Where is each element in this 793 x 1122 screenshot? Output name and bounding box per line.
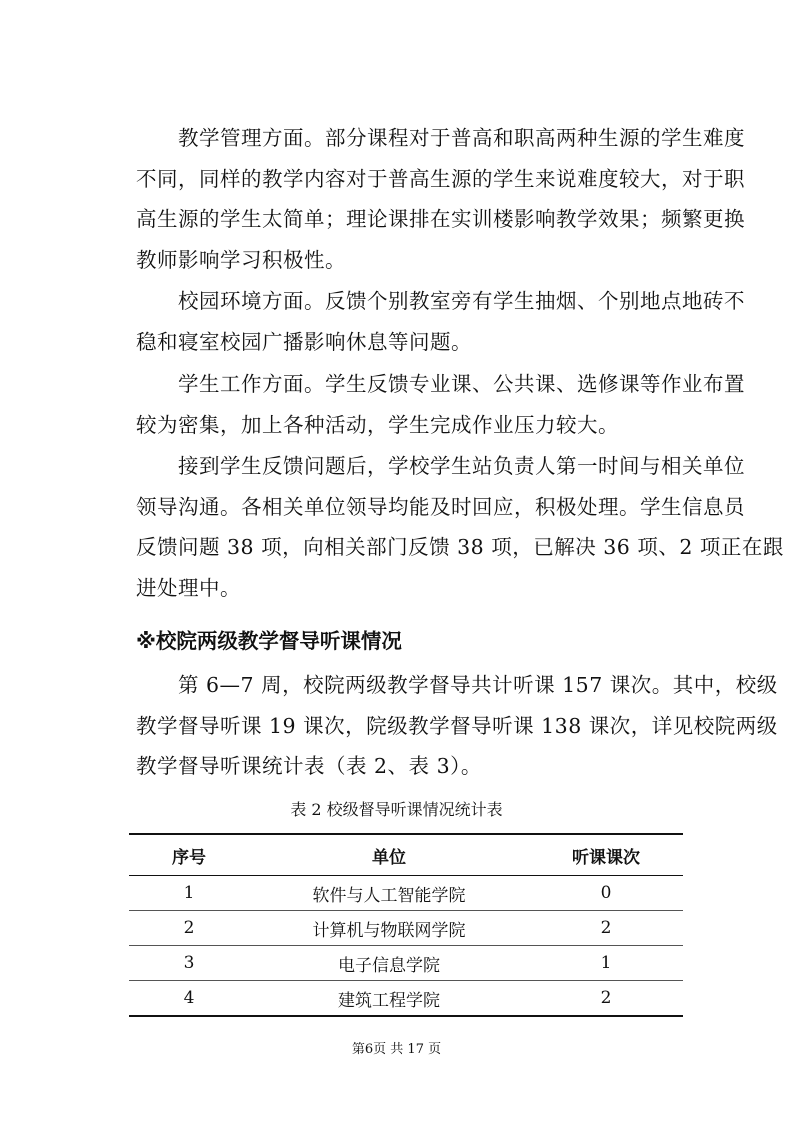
table-header-row xyxy=(129,834,683,876)
cell-index: 3 xyxy=(183,953,195,973)
table-row xyxy=(129,876,683,911)
text-line: 高生源的学生太简单；理论课排在实训楼影响教学效果；频繁更换 xyxy=(136,207,745,231)
text-line: 教学管理方面。部分课程对于普高和职高两种生源的学生难度 xyxy=(136,126,745,150)
paragraph-teaching-management xyxy=(136,118,745,280)
text-line: 接到学生反馈问题后，学校学生站负责人第一时间与相关单位 xyxy=(136,454,745,478)
cell-unit: 建筑工程学院 xyxy=(338,990,440,1011)
cell-index: 4 xyxy=(183,988,195,1008)
cell-unit: 软件与人工智能学院 xyxy=(312,885,466,906)
paragraph-campus-environment xyxy=(136,281,745,362)
table-row xyxy=(129,981,683,1017)
cell-unit: 电子信息学院 xyxy=(338,955,440,976)
text-line: 教学督导听课 19 课次，院级教学督导听课 138 课次，详见校院两级 xyxy=(136,713,778,738)
cell-count: 0 xyxy=(600,883,612,903)
column-header-index: 序号 xyxy=(172,847,206,868)
cell-index: 1 xyxy=(183,883,195,903)
table-caption: 表 2 校级督导听课情况统计表 xyxy=(290,800,503,819)
column-header-unit: 单位 xyxy=(372,847,406,868)
text-line: 学生工作方面。学生反馈专业课、公共课、选修课等作业布置 xyxy=(136,372,745,396)
paragraph-feedback-handling xyxy=(136,446,784,608)
paragraph-supervision-summary xyxy=(136,665,778,787)
page-number-footer: 第6页 共 17 页 xyxy=(351,1042,442,1057)
text-line: 反馈问题 38 项，向相关部门反馈 38 项，已解决 36 项、2 项正在跟 xyxy=(136,535,784,559)
cell-count: 2 xyxy=(600,988,612,1008)
cell-count: 2 xyxy=(600,918,612,938)
supervision-stats-table xyxy=(129,833,683,1017)
paragraph-student-work xyxy=(136,364,745,445)
text-line: 领导沟通。各相关单位领导均能及时回应，积极处理。学生信息员 xyxy=(136,494,745,519)
cell-count: 1 xyxy=(600,953,612,973)
text-line: 进处理中。 xyxy=(136,575,241,600)
table-row xyxy=(129,911,683,946)
column-header-count: 听课课次 xyxy=(572,847,640,868)
cell-index: 2 xyxy=(183,918,195,938)
text-line: 校园环境方面。反馈个别教室旁有学生抽烟、个别地点地砖不 xyxy=(136,289,745,313)
text-line: 稳和寝室校园广播影响休息等问题。 xyxy=(136,329,472,354)
text-line: 第 6—7 周，校院两级教学督导共计听课 157 课次。其中，校级 xyxy=(136,673,778,697)
table-row xyxy=(129,946,683,981)
text-line: 较为密集，加上各种活动，学生完成作业压力较大。 xyxy=(136,412,619,437)
text-line: 教师影响学习积极性。 xyxy=(136,247,346,272)
section-heading: ※校院两级教学督导听课情况 xyxy=(136,629,402,653)
text-line: 教学督导听课统计表（表 2、表 3）。 xyxy=(136,754,482,778)
text-line: 不同，同样的教学内容对于普高生源的学生来说难度较大，对于职 xyxy=(136,166,745,191)
cell-unit: 计算机与物联网学院 xyxy=(312,920,466,941)
